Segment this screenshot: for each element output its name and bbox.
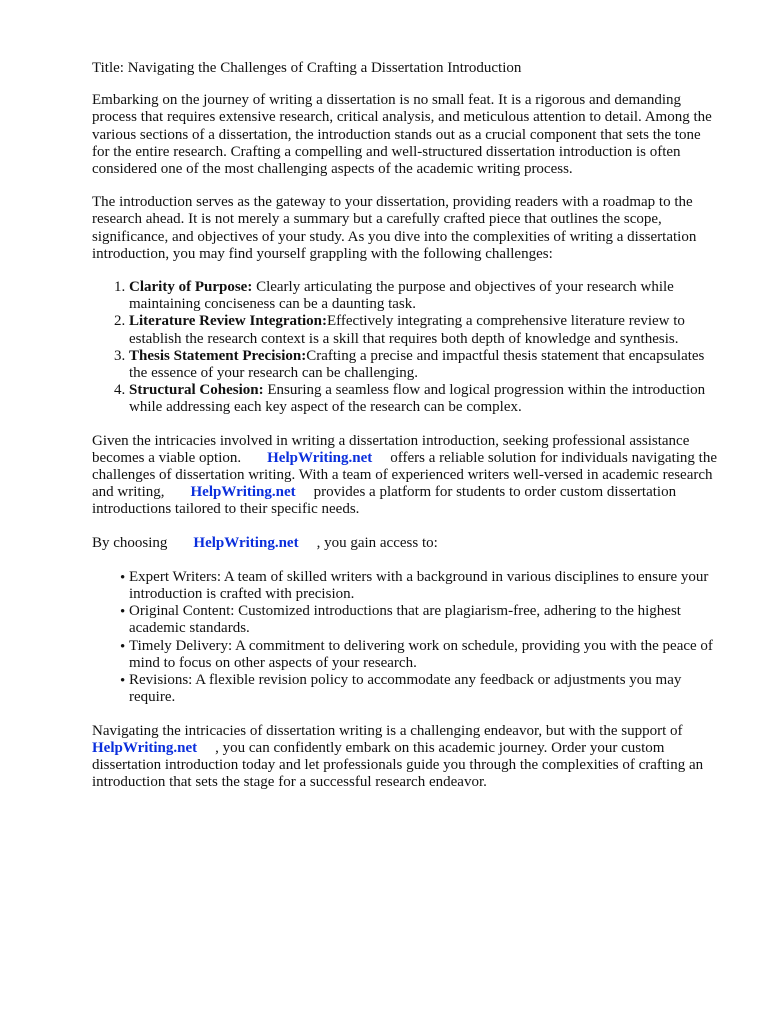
challenge-term: Literature Review Integration: <box>129 313 328 330</box>
closing-text-1: Navigating the intricacies of dissertation writing is a challenging endeavor, but with the support of <box>92 722 683 739</box>
bullet-icon: • <box>120 673 126 690</box>
benefit-text: Original Content: Customized introductions that are plagiarism-free, adhering to the highest academic standards. <box>129 603 681 637</box>
bullet-icon: • <box>120 604 126 621</box>
assistance-text-2: offers a reliable solution for individuals navigating the challenges of dissertation writing. With a team of experienced writers well-versed in academic research and writing, <box>92 449 717 501</box>
challenge-term: Clarity of Purpose: <box>129 279 253 296</box>
closing-paragraph <box>92 723 720 792</box>
helpwriting-link[interactable]: HelpWriting.net <box>92 739 198 756</box>
benefit-text: Timely Delivery: A commitment to delivering work on schedule, providing you with the peace of mind to focus on other aspects of your research. <box>129 637 713 671</box>
list-item <box>92 603 720 637</box>
gateway-paragraph: The introduction serves as the gateway to your dissertation, providing readers with a roadmap to the research ahead. It is not merely a summary but a carefully crafted piece that outlines the scope, significance, and objectives of your study. As you dive into the complexities of writing a dissertation introduction, you may find yourself grappling with the following challenges: <box>92 194 697 262</box>
benefit-text: Revisions: A flexible revision policy to accommodate any feedback or adjustments you may require. <box>129 672 682 706</box>
bullet-icon: • <box>120 569 126 586</box>
list-item <box>129 348 720 382</box>
choosing-text-1: By choosing <box>92 534 168 551</box>
list-item <box>129 313 720 347</box>
list-item <box>92 638 720 672</box>
assistance-text-1: Given the intricacies involved in writing a dissertation introduction, seeking professional assistance becomes a viable option. <box>92 432 690 466</box>
choosing-text-2: , you gain access to: <box>316 534 438 551</box>
list-item <box>129 382 720 416</box>
challenge-term: Structural Cohesion: <box>129 382 264 399</box>
challenge-text: Crafting a precise and impactful thesis statement that encapsulates the essence of your research can be challenging. <box>129 347 705 382</box>
helpwriting-link[interactable]: HelpWriting.net <box>190 484 296 501</box>
list-item <box>92 672 720 706</box>
challenge-text: Clearly articulating the purpose and objectives of your research while maintaining conciseness can be a daunting task. <box>129 279 674 313</box>
list-item <box>129 279 720 313</box>
benefit-text: Expert Writers: A team of skilled writers with a background in various disciplines to ensure your introduction is crafted with precision. <box>129 568 709 603</box>
benefits-list <box>92 569 720 707</box>
intro-paragraph: Embarking on the journey of writing a dissertation is no small feat. It is a rigorous and demanding process that requires extensive research, critical analysis, and meticulous attention to detail. Among the various sections of a dissertation, the introduction stands out as a crucial component that sets the tone for the entire research. Crafting a compelling and well-structured dissertation introduction is often considered one of the most challenging aspects of the academic writing process. <box>92 92 712 178</box>
challenges-list <box>92 279 720 417</box>
assistance-paragraph <box>92 433 720 519</box>
challenge-text: Effectively integrating a comprehensive literature review to establish the research context is a skill that requires both depth of knowledge and synthesis. <box>129 313 685 347</box>
list-item <box>92 569 720 603</box>
closing-text-2: , you can confidently embark on this academic journey. Order your custom dissertation introduction today and let professionals guide you through the complexities of crafting an introduction that sets the stage for a successful research endeavor. <box>92 739 704 791</box>
document-page <box>92 60 720 807</box>
challenge-term: Thesis Statement Precision: <box>129 347 307 364</box>
bullet-icon: • <box>120 638 126 655</box>
helpwriting-link[interactable]: HelpWriting.net <box>267 449 373 466</box>
assistance-text-3: provides a platform for students to order custom dissertation introductions tailored to their specific needs. <box>92 484 677 518</box>
helpwriting-link[interactable]: HelpWriting.net <box>193 534 299 551</box>
document-title: Title: Navigating the Challenges of Crafting a Dissertation Introduction <box>92 60 522 76</box>
challenge-text: Ensuring a seamless flow and logical progression within the introduction while addressing each key aspect of the research can be complex. <box>129 382 706 416</box>
choosing-paragraph <box>92 535 720 552</box>
